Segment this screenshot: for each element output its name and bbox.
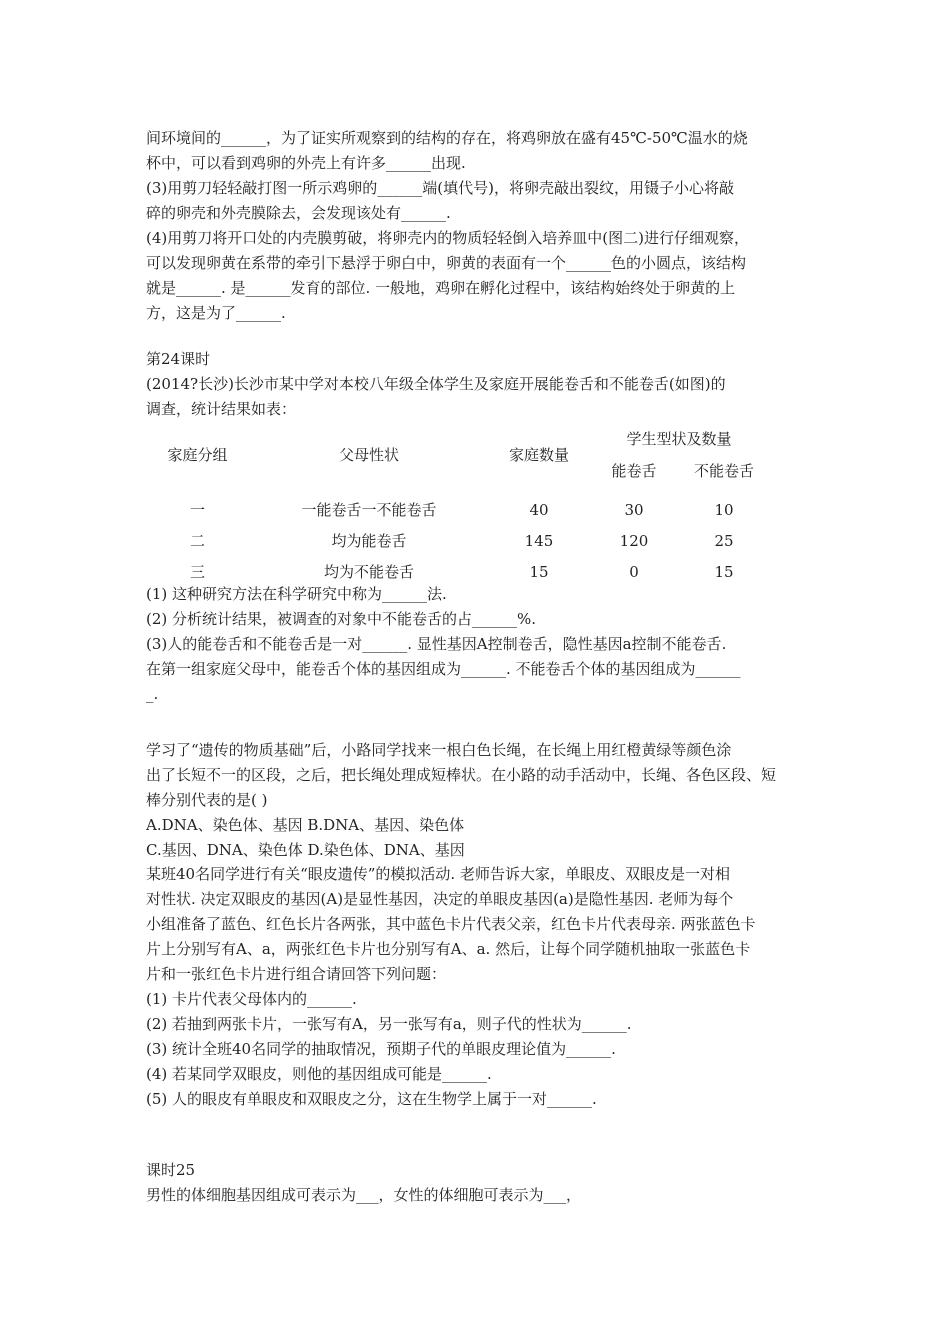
text-line: 男性的体细胞基因组成可表示为___，女性的体细胞可表示为___， [146, 1186, 582, 1204]
question-line: (1) 这种研究方法在科学研究中称为______法. [146, 585, 447, 603]
section-24-questions [146, 582, 814, 707]
text-line: 小组准备了蓝色、红色长片各两张，其中蓝色卡片代表父亲，红色卡片代表母亲. 两张蓝色卡 [146, 915, 756, 933]
header-family-count: 家庭数量 [508, 446, 569, 464]
text-line: 棒分别代表的是( ) [146, 791, 268, 809]
header-cannot-roll: 不能卷舌 [693, 461, 754, 480]
header-can-roll: 能卷舌 [611, 461, 657, 480]
cell-count: 40 [529, 501, 549, 519]
cell-cannot: 25 [714, 532, 734, 550]
cell-can: 0 [629, 563, 639, 581]
cell-parent: 均为不能卷舌 [323, 563, 414, 581]
text-line: 片和一张红色卡片进行组合请回答下列问题： [146, 965, 447, 983]
eyelid-question [146, 862, 814, 1112]
question-line: _. [146, 685, 159, 703]
section-25-heading: 课时25 [146, 1161, 196, 1179]
section-25 [146, 1158, 814, 1208]
text-line: (2014?长沙)长沙市某中学对本校八年级全体学生及家庭开展能卷舌和不能卷舌(如图)的 [146, 375, 726, 393]
cell-group: 三 [189, 563, 205, 581]
text-line: 碎的卵壳和外壳膜除去，会发现该处有______. [146, 204, 451, 222]
section-23-text [146, 126, 814, 326]
text-line: 杯中，可以看到鸡卵的外壳上有许多______出现. [146, 154, 466, 172]
text-line: 学习了“遗传的物质基础”后，小路同学找来一根白色长绳，在长绳上用红橙黄绿等颜色涂 [146, 741, 732, 759]
question-line: (3) 统计全班40名同学的抽取情况，预期子代的单眼皮理论值为______. [146, 1040, 616, 1058]
cell-can: 30 [624, 501, 644, 519]
dna-question [146, 738, 814, 863]
question-line: (2) 若抽到两张卡片，一张写有A，另一张写有a，则子代的性状为______. [146, 1015, 632, 1033]
text-line: 某班40名同学进行有关“眼皮遗传”的模拟活动. 老师告诉大家，单眼皮、双眼皮是一对相 [146, 865, 730, 883]
cell-count: 145 [524, 532, 554, 550]
question-line: (2) 分析统计结果，被调查的对象中不能卷舌的占______%. [146, 610, 537, 628]
cell-parent: 均为能卷舌 [331, 532, 407, 550]
text-line: 可以发现卵黄在系带的牵引下悬浮于卵白中，卵黄的表面有一个______色的小圆点，该结构 [146, 254, 747, 272]
header-family-group: 家庭分组 [167, 446, 228, 464]
text-line: (3)用剪刀轻轻敲打图一所示鸡卵的______端(填代号)，将卵壳敲出裂纹，用镊子小心将敲 [146, 179, 734, 197]
text-line: 就是______. 是______发育的部位. 一般地，鸡卵在孵化过程中，该结构始终处于卵黄的上 [146, 279, 736, 297]
header-parent-trait: 父母性状 [338, 446, 399, 464]
cell-count: 15 [529, 563, 549, 581]
cell-parent: 一能卷舌一不能卷舌 [301, 501, 437, 519]
choice-line: C.基因、DNA、染色体 D.染色体、DNA、基因 [146, 841, 465, 859]
table-header-row [146, 424, 814, 455]
question-line: (4) 若某同学双眼皮，则他的基因组成可能是______. [146, 1065, 492, 1083]
cell-group: 一 [189, 501, 205, 519]
text-line: 间环境间的______，为了证实所观察到的结构的存在，将鸡卵放在盛有45℃-50℃温水的烧 [146, 129, 748, 147]
cell-cannot: 10 [714, 501, 734, 519]
question-line: (5) 人的眼皮有单眼皮和双眼皮之分，这在生物学上属于一对______. [146, 1090, 597, 1108]
text-line: 调查，统计结果如表： [146, 400, 297, 418]
question-line: 在第一组家庭父母中，能卷舌个体的基因组成为______. 不能卷舌个体的基因组成为______ [146, 660, 741, 678]
text-line: 片上分别写有A、a，两张红色卡片也分别写有A、a. 然后，让每个同学随机抽取一张蓝色卡 [146, 940, 751, 958]
text-line: 出了长短不一的区段，之后，把长绳处理成短棒状。在小路的动手活动中，长绳、各色区段、短 [146, 766, 777, 784]
table-row [146, 526, 814, 557]
question-line: (1) 卡片代表父母体内的______. [146, 990, 357, 1008]
text-line: 对性状. 决定双眼皮的基因(A)是显性基因，决定的单眼皮基因(a)是隐性基因. 老师为每个 [146, 890, 734, 908]
cell-can: 120 [619, 532, 649, 550]
section-24-heading: 第24课时 [146, 350, 211, 368]
cell-cannot: 15 [714, 563, 734, 581]
section-24-intro [146, 347, 814, 422]
table-row [146, 495, 814, 526]
cell-group: 二 [189, 532, 205, 550]
question-line: (3)人的能卷舌和不能卷舌是一对______. 显性基因A控制卷舌，隐性基因a控制不能卷舌. [146, 635, 727, 653]
tongue-rolling-table [146, 424, 814, 588]
header-student-trait: 学生型状及数量 [626, 430, 732, 448]
text-line: (4)用剪刀将开口处的内壳膜剪破，将卵壳内的物质轻轻倒入培养皿中(图二)进行仔细观察， [146, 229, 749, 247]
text-line: 方，这是为了______. [146, 304, 286, 322]
choice-line: A.DNA、染色体、基因 B.DNA、基因、染色体 [146, 816, 465, 834]
